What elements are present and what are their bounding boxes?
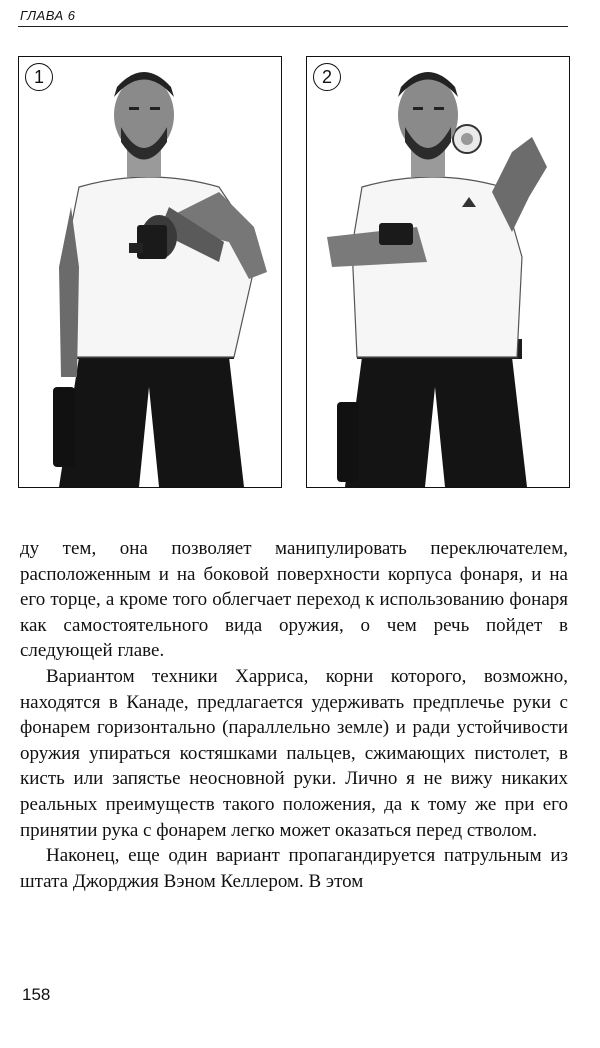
chapter-title: ГЛАВА 6: [20, 8, 76, 23]
body-text: [20, 536, 568, 894]
paragraph: Наконец, еще один вариант пропагандируется патрульным из штата Джорджия Вэном Келлером. В этом: [20, 845, 568, 892]
figure-2-number: 2: [313, 63, 341, 91]
running-header: [18, 4, 568, 27]
figure-1-illustration: [19, 57, 281, 487]
figure-1-number: 1: [25, 63, 53, 91]
figure-2-illustration: [307, 57, 569, 487]
paragraph: ду тем, она позволяет манипулировать переключателем, расположенным и на боковой поверхности корпуса фонаря, и на его торце, а кроме того облегчает переход к использованию фонаря как самостоятельного вида оружия, о чем речь пойдет в следующей главе.: [20, 538, 568, 662]
photo-figure-1: [18, 56, 282, 488]
paragraph: Вариантом техники Харриса, корни которого, возможно, находятся в Канаде, предлагается удерживать предплечье руки с фонарем горизонтально (параллельно земле) и ради устойчивости оружия упираться костяшками пальцев, сжимающих пистолет, в кисть или запястье неосновной руки. Лично я не вижу никаких реальных преимуществ такого положения, да к тому же при его принятии рука с фонарем легко может оказаться перед стволом.: [20, 665, 568, 841]
photo-figure-2: [306, 56, 570, 488]
page-number: 158: [22, 985, 51, 1004]
